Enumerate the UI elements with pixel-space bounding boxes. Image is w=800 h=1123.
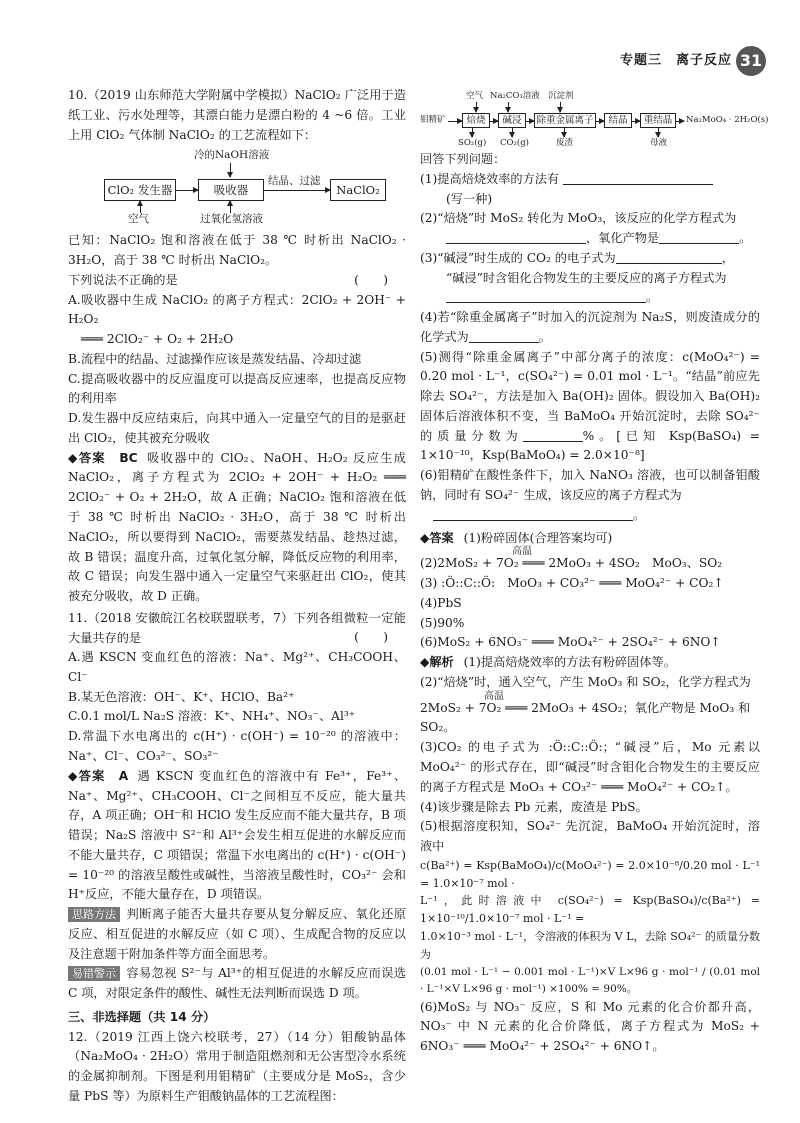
q12-part5-text2: %。[已知 Ksp(BaSO₄) = 1×10⁻¹⁰，Ksp(BaMoO₄) = 2.0×10⁻⁸] — [420, 428, 761, 463]
q10-option-a: A.吸收器中生成 NaClO₂ 的离子方程式：2ClO₂ + 2OH⁻ + H₂O₂ — [68, 292, 406, 327]
q10-flowchart — [68, 147, 406, 229]
q11-option-d: D.常温下水电离出的 c(H⁺) · c(OH⁻) = 10⁻²⁰ 的溶液中：Na⁺、Cl⁻、CO₃²⁻、SO₃²⁻ — [68, 729, 406, 763]
q12-answer-2-row — [420, 548, 760, 574]
q12-flowchart — [420, 90, 769, 150]
q11-option-a: A.遇 KSCN 变血红色的溶液：Na⁺、Mg²⁺、CH₃COOH、Cl⁻ — [68, 650, 406, 684]
q12-ask: 回答下列问题： — [420, 152, 506, 166]
q12-part1-note: (写一种) — [446, 191, 493, 206]
answer-blank[interactable] — [446, 232, 586, 244]
q12-answer — [420, 529, 760, 549]
q12-part2-text: (2)“焙烧”时 MoS₂ 转化为 MoO₃，该反应的化学方程式为 — [420, 211, 737, 226]
q12-part6-text: (6)钼精矿在酸性条件下，加入 NaNO₃ 溶液，也可以制备钼酸钠，同时有 SO₄²⁻ 生成，该反应的离子方程式为 — [420, 468, 760, 503]
q12-part2 — [420, 209, 760, 229]
q12-exp-3: (3)CO₂ 的电子式为 :Ö::C::Ö:；“碱浸”后，Mo 元素以 MoO₄²⁻ 的形式存在，即“碱浸”时含钼化合物发生的主要反应的离子方程式是 MoO₃ + CO₃²⁻ ═══ MoO₄²⁻ + CO₂↑。 — [420, 740, 760, 794]
flow2-out-so2: SO₂(g) — [458, 138, 487, 148]
tip-warning-text: 容易忽视 S²⁻与 Al³⁺的相互促进的水解反应而误选 C 项，对限定条件的酸性、碱性无法判断而误选 D 项。 — [68, 966, 406, 1001]
q10-question-line — [68, 271, 406, 291]
left-column — [68, 86, 407, 1103]
q11-answer — [68, 767, 406, 905]
q12-exp-6: (6)MoS₂ 与 NO₃⁻ 反应，S 和 Mo 元素的化合价都升高，NO₃⁻ 中 N 元素的化合价降低，离子方程式为 MoS₂ + 6NO₃⁻ ═══ MoO₄²⁻ + 2SO₄²⁻ + 6NO↑。 — [420, 999, 760, 1054]
q10-option-a-cont: ═══ 2ClO₂⁻ + O₂ + 2H₂O — [81, 332, 234, 347]
q12-answer-3: (3) :Ö::C::Ö: MoO₃ + CO₃²⁻ ═══ MoO₄²⁻ + CO₂↑ — [420, 576, 724, 591]
q11-answer-text: 遇 KSCN 变血红色的溶液中有 Fe³⁺，Fe³⁺、Na⁺、Mg²⁺、CH₃COOH、Cl⁻之间相互不反应，能大量共存，A 项正确；OH⁻和 HClO 发生反应而不能大量共存，B 项错误；Na₂S 溶液中 S²⁻和 Al³⁺会发生相互促进的水解反应而不能大量共存，C 项错误；常温下水电离出的 c(H⁺) · c(OH⁻) = 10⁻²⁰ 的溶液呈酸性或碱性，当溶液呈酸性时，CO₃²⁻ 会和 H⁺反应，不能大量存在，D 项错误。 — [68, 768, 407, 902]
flow2-arrow-out4 — [658, 128, 659, 137]
q10-answer — [68, 449, 406, 607]
q12-exp-5-f4: (0.01 mol · L⁻¹ − 0.001 mol · L⁻¹)×V L×96 g · mol⁻¹ / (0.01 mol · L⁻¹×V L×96 g · mol⁻¹) ×100% = 90%。 — [420, 965, 760, 995]
right-column — [420, 90, 769, 1090]
q12-part3-line: 。 — [420, 288, 760, 308]
flow2-arrow-c — [526, 121, 534, 122]
q12-answer-2-cond: 高温 — [512, 546, 532, 558]
q10-paren: ( ) — [354, 272, 388, 287]
flow-arrow-down — [230, 163, 231, 177]
flow2-end: Na₂MoO₄ · 2H₂O(s) — [686, 115, 769, 125]
flow2-box-leach: 碱浸 — [498, 113, 526, 128]
flow2-arrow-b — [490, 121, 498, 122]
flow2-box-roast: 焙烧 — [462, 113, 490, 128]
q11-option-c: C.0.1 mol/L Na₂S 溶液：K⁺、NH₄⁺、NO₃⁻、Al³⁺ — [68, 709, 356, 724]
flow2-out-mother: 母液 — [650, 138, 668, 148]
flow-arrow-label: 结晶、过滤 — [268, 175, 321, 188]
q11-tip-warning — [68, 964, 406, 1004]
answer-icon: ◆ — [68, 768, 79, 783]
flow2-in-air: 空气 — [466, 91, 484, 101]
q12-exp-2: (2)“焙烧”时，通入空气，产生 MoO₃ 和 SO₂，化学方程式为 — [420, 674, 751, 689]
page-number: 31 — [736, 46, 766, 76]
q12-part3b — [420, 269, 760, 289]
q12-answer-5: (5)90% — [420, 615, 465, 630]
q12-exp-1: (1)提高焙烧效率的方法有粉碎固体等。 — [463, 655, 676, 670]
flow2-start: 钼精矿 — [420, 115, 446, 125]
q10-known: 已知：NaClO₂ 饱和溶液在低于 38 ℃ 时析出 NaClO₂ · 3H₂O，高于 38 ℃ 时析出 NaClO₂。 — [68, 233, 406, 268]
q10-option-c: C.提高吸收器中的反应温度可以提高反应速率，也提高反应物的利用率 — [68, 371, 406, 406]
explanation-icon: ◆ — [420, 655, 430, 670]
q12-answer-2: (2)2MoS₂ + 7O₂ ═══ 2MoO₃ + 4SO₂ MoO₃、SO₂ — [420, 556, 723, 571]
q10-answer-label: 答案 — [78, 450, 107, 465]
flow-bottom-label-2: 过氧化氢溶液 — [200, 213, 263, 226]
flow2-out-waste: 废渣 — [556, 138, 574, 148]
flow-bottom-label-1: 空气 — [128, 213, 149, 226]
q10-stem: 10.（2019 山东师范大学附属中学模拟）NaClO₂ 广泛用于造纸工业、污水处理等，其漂白能力是漂白粉的 4 ~6 倍。工业上用 ClO₂ 气体制 NaClO₂ 的工艺流程如下： — [68, 88, 406, 142]
q12-answer-label: 答案 — [429, 530, 454, 545]
q12-exp-5-f3: 1.0×10⁻³ mol · L⁻¹，令溶液的体积为 V L，去除 SO₄²⁻ 的质量分数为 — [420, 930, 760, 961]
q12-part1-text: (1)提高焙烧效率的方法有 — [420, 171, 560, 186]
q12-part1 — [420, 170, 760, 190]
flow-box-absorber: 吸收器 — [198, 179, 264, 201]
flow2-box-recrystal: 重结晶 — [640, 113, 676, 128]
q12-part4-text: (4)若“除重金属离子”时加入的沉淀剂为 Na₂S，则废渣成分的化学式为 — [420, 310, 760, 344]
q12-exp-2b: 2MoS₂ + 7O₂ ═══ 2MoO₃ + 4SO₂；氧化产物是 MoO₃ 和 SO₂。 — [420, 700, 751, 735]
flow-top-label: 冷的NaOH溶液 — [194, 149, 270, 162]
answer-blank[interactable] — [523, 430, 583, 442]
q12-exp-4: (4)该步骤是除去 Pb 元素，废渣是 PbS。 — [420, 799, 648, 814]
q12-part6 — [420, 466, 760, 506]
q12-answer-1: (1)粉碎固体(合理答案均可) — [463, 530, 613, 545]
q11-stem-text: 11.（2018 安徽皖江名校联盟联考，7）下列各组微粒一定能大量共存的是 — [68, 610, 406, 645]
topic-title: 专题三 离子反应 — [619, 53, 732, 68]
answer-blank[interactable] — [446, 291, 646, 303]
q12-stem: 12.（2019 江西上饶六校联考，27）（14 分）钼酸钠晶体（Na₂MoO₄ · 2H₂O）常用于制造阻燃剂和无公害型冷水系统的金属抑制剂。下图是利用钼精矿（主要成分是 MoS₂，含少量 PbS 等）为原料生产钼酸钠晶体的工艺流程图： — [68, 1029, 406, 1103]
q12-answer-4: (4)PbS — [420, 595, 462, 610]
q12-exp-5: (5)根据溶度积知，SO₄²⁻ 先沉淀，BaMoO₄ 开始沉淀时，溶液中 — [420, 819, 760, 854]
flow-box-product: NaClO₂ — [330, 179, 386, 201]
tip-method-text: 判断离子能否大量共存要从复分解反应、氧化还原反应、相互促进的水解反应（如 C 项）、生成配合物的反应以及注意题干附加条件等方面全面思考。 — [68, 907, 406, 961]
flow2-box-crystal: 结晶 — [604, 113, 632, 128]
q10-answer-text: 吸收器中的 ClO₂、NaOH、H₂O₂ 反应生成 NaClO₂，离子方程式为 2ClO₂ + 2OH⁻ + H₂O₂ ═══ 2ClO₂⁻ + O₂ + 2H₂O，故 A 正确；NaClO₂ 饱和溶液在低于 38 ℃ 时析出 NaClO₂ · 3H₂O，高于 38 ℃ 时析出 NaClO₂，所以要得到 NaClO₂，需要蒸发结晶、趁热过滤，故 B 错误；温度升高，过氧化氢分解，降低反应物的利用率，故 C 错误；向发生器中通入一定量空气来驱赶出 ClO₂，使其被充分吸收，故 D 正确。 — [68, 450, 406, 604]
q11-paren: ( ) — [354, 630, 388, 645]
flow2-arrow-in2 — [508, 102, 509, 112]
q11-option-b: B.某无色溶液：OH⁻、K⁺、HClO、Ba²⁺ — [68, 689, 295, 704]
tip-method-label: 思路方法 — [68, 907, 120, 922]
flow2-in-na2co3: Na₂CO₃溶液 — [490, 91, 540, 101]
q12-exp-2-cond: 高温 — [484, 690, 504, 702]
q11-tip-method — [68, 905, 406, 964]
q11-answer-value: A — [118, 768, 129, 783]
q12-part5 — [420, 348, 760, 467]
flow2-arrow-a — [448, 121, 462, 122]
q12-part4: (4)若“除重金属离子”时加入的沉淀剂为 Na₂S，则废渣成分的化学式为 。 — [420, 310, 760, 344]
q10-option-b: B.流程中的结晶、过滤操作应该是蒸发结晶、冷却过滤 — [68, 351, 362, 366]
flow2-in-precip: 沉淀剂 — [548, 91, 574, 101]
flow2-arrow-out3 — [564, 128, 565, 137]
answer-blank[interactable] — [563, 173, 713, 185]
q12-part2-line: ，氧化产物是 。 — [420, 229, 760, 249]
answer-blank[interactable] — [659, 232, 739, 244]
flow2-arrow-in1 — [476, 102, 477, 112]
flow-arrow-1 — [176, 190, 198, 191]
q12-part2-text2: ，氧化产物是 — [586, 231, 660, 246]
q12-part3: (3)“碱浸”时生成的 CO₂ 的电子式为 ， — [420, 250, 734, 265]
answer-icon: ◆ — [68, 450, 79, 465]
flow2-box-remove: 除重金属离子 — [534, 113, 596, 128]
q12-part5-text: (5)测得“除重金属离子”中部分离子的浓度：c(MoO₄²⁻) = 0.20 mol · L⁻¹，c(SO₄²⁻) = 0.01 mol · L⁻¹。“结晶”前应先除去 SO₄²⁻，方法是加入 Ba(OH)₂ 固体。假设加入 Ba(OH)₂ 固体后溶液体积不变，当 BaMoO₄ 开始沉淀时，去除 SO₄²⁻ 的质量分数为 — [420, 349, 760, 443]
q12-exp-5-f1: c(Ba²⁺) = Ksp(BaMoO₄)/c(MoO₄²⁻) = 2.0×10⁻⁸/0.20 mol · L⁻¹ = 1.0×10⁻⁷ mol · — [420, 858, 760, 890]
flow-box-generator: ClO₂ 发生器 — [104, 179, 176, 201]
tip-warning-label: 易错警示 — [68, 966, 120, 981]
flow2-out-co2: CO₂(g) — [500, 138, 529, 148]
q12-answer-6: (6)MoS₂ + 6NO₃⁻ ═══ MoO₄²⁻ + 2SO₄²⁻ + 6NO↑ — [420, 635, 721, 650]
answer-blank[interactable] — [433, 509, 633, 521]
page-header — [0, 46, 800, 80]
q10-answer-value: BC — [119, 450, 138, 465]
flow2-arrow-d — [596, 121, 604, 122]
q11-answer-label: 答案 — [78, 768, 106, 783]
answer-icon: ◆ — [420, 530, 430, 545]
q10-question: 下列说法不正确的是 — [68, 272, 178, 287]
q12-explanation — [420, 653, 760, 673]
flow2-arrow-out2 — [512, 128, 513, 137]
q12-exp-2b-row — [420, 690, 760, 739]
q10-option-d: D.发生器中反应结束后，向其中通入一定量空气的目的是驱赶出 ClO₂，使其被充分吸收 — [68, 411, 406, 445]
flow2-arrow-e — [632, 121, 640, 122]
flow2-arrow-out1 — [472, 128, 473, 137]
answer-blank[interactable] — [616, 252, 722, 264]
q12-exp-5-f2: L⁻¹，此时溶液中 c(SO₄²⁻) = Ksp(BaSO₄)/c(Ba²⁺) = 1×10⁻¹⁰/1.0×10⁻⁷ mol · L⁻¹ = — [420, 894, 760, 926]
q12-explanation-label: 解析 — [429, 655, 454, 670]
flow2-arrow-f — [676, 121, 684, 122]
q12-part6-line: 。 — [420, 506, 760, 526]
q12-part3-text2: “碱浸”时含钼化合物发生的主要反应的离子方程式为 — [446, 270, 727, 285]
section-title: 三、非选择题（共 14 分） — [68, 1009, 216, 1024]
flow-arrow-2 — [264, 190, 330, 191]
answer-blank[interactable] — [469, 331, 539, 343]
flow2-arrow-in3 — [560, 102, 561, 112]
q12-part3-text: (3)“碱浸”时生成的 CO₂ 的电子式为 — [420, 250, 616, 265]
